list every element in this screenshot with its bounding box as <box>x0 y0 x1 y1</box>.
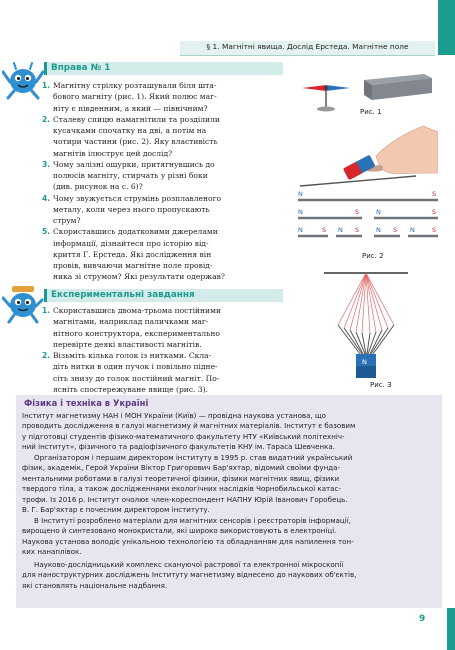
item-line: перевірте деякі властивості магнітів. <box>53 339 202 349</box>
info-line: Науково-дослідницький комплекс скануючої растрової та електронної мікроскопії <box>34 560 344 569</box>
item-line: нітного конструктора, експериментально <box>53 328 220 338</box>
figure-2-cut-spoke <box>298 118 438 253</box>
figure-2-caption: Рис. 2 <box>362 252 384 260</box>
fig3-label-n: N <box>362 358 367 366</box>
item-line: провів, вивчаючи магнітне поле провід- <box>53 261 213 270</box>
info-line: Інститут магнетизму НАН і МОН України (Київ) — провідна наукова установа, що <box>22 411 326 420</box>
fig2-label-n: N <box>298 226 303 234</box>
mascot-icon <box>2 60 44 100</box>
item-line: Чому звужується струмінь розплавленого <box>53 193 222 203</box>
page-edge-tab <box>438 0 455 55</box>
fig2-label-s: S <box>432 226 437 234</box>
exercise-1-item-4 <box>40 193 288 227</box>
info-line: ний інститут», фізичного та радіофізичного факультетів КНУ ім. Тараса Шевченка. <box>22 442 335 452</box>
fig2-label-s: S <box>322 226 327 234</box>
page-number: 9 <box>419 614 426 624</box>
fig2-label-n: N <box>376 226 381 234</box>
info-line: фізик, академік, Герой України Віктор Григорович Бар'яхтар, відомий своїми фунда- <box>22 463 341 473</box>
item-line: металу, коли через нього пропускають <box>53 204 210 214</box>
item-line: магнітів ілюструє цей дослід? <box>53 148 173 158</box>
fig2-label-n: N <box>298 208 303 216</box>
info-paragraph-1 <box>22 411 436 453</box>
info-line: у підготовці студентів фізико-математичного факультету НТУ «Київський політехніч- <box>22 431 345 441</box>
fig2-label-n: N <box>298 190 303 198</box>
exercise-2-item-1 <box>40 305 288 350</box>
item-line: Скориставшись двома-трьома постійними <box>53 306 221 315</box>
item-line: (див. рисунок на с. 6)? <box>53 182 143 192</box>
fig2-label-s: S <box>432 190 437 198</box>
item-line: діть нитки в один пучок і повільно підне- <box>53 362 218 372</box>
item-number: 1. <box>42 81 51 90</box>
info-line: Наукова установа володіє унікальною технологією та обладнанням для напилення тон- <box>22 536 354 546</box>
exercise-1-item-2 <box>40 114 288 159</box>
item-line: ясніть спостережуване явище (рис. 3). <box>53 384 209 394</box>
item-line: ніту є південним, а який — північним? <box>53 103 208 113</box>
page-edge-tab-bottom <box>447 608 455 650</box>
item-line: струм? <box>53 216 81 225</box>
fig2-label-s: S <box>355 226 360 234</box>
info-paragraph-3 <box>22 516 436 558</box>
item-line: Сталеву спицю намагнітили та розділили <box>53 114 220 124</box>
item-line: ника зі струмом? Які результати одержав? <box>53 272 225 282</box>
info-line: проводить дослідження в галузі магнетизму й магнітних матеріалів. Інститут є базовим <box>22 421 356 431</box>
item-number: 2. <box>42 351 51 360</box>
running-header-title: § 1. Магнітні явища. Дослід Ерстеда. Магнітне поле <box>206 42 409 51</box>
item-line: інформації, дізнайтеся про історію від- <box>53 238 209 248</box>
item-line: сіть знизу до голок постійний магніт. По- <box>53 373 220 383</box>
info-line: для наноструктурних досліджень Інституту магнетизму віднесено до наукових об'єктів, <box>22 570 357 580</box>
exercise-1-item-5 <box>40 226 288 282</box>
info-paragraph-2 <box>22 453 436 516</box>
info-paragraph-4 <box>22 560 436 591</box>
exercise-2-item-2 <box>40 350 288 395</box>
item-line: бового магніту (рис. 1). Який полюс маг- <box>53 92 217 102</box>
info-line: В. Г. Бар'яхтар є почесним директором інституту. <box>22 505 210 515</box>
item-number: 3. <box>42 159 51 169</box>
item-line: чотири частини (рис. 2). Яку властивість <box>53 137 218 147</box>
running-header <box>180 41 435 56</box>
item-line: Магнітну стрілку розташували біля шта- <box>53 81 217 90</box>
item-line: магнітами, наприклад паличками маг- <box>53 317 209 327</box>
info-line: вирощено й синтезовано монокристали, які широко використовують в електроніці. <box>22 526 337 536</box>
info-box-title: Фізика і техніка в Україні <box>24 398 149 408</box>
info-line: які становлять національне надбання. <box>22 580 168 590</box>
item-line: Чому залізні ошурки, притягнувшись до <box>53 159 215 169</box>
exercise-2-list <box>40 305 288 395</box>
item-number: 2. <box>42 114 51 124</box>
fig2-label-s: S <box>355 208 360 216</box>
item-number: 5. <box>42 227 51 237</box>
exercise-1-item-1 <box>40 80 288 114</box>
fig2-label-n: N <box>338 226 343 234</box>
info-line: твердого тіла, а також дослідженнями екологічних наслідків Чорнобильської катас- <box>22 484 341 494</box>
item-line: Візьміть кілька голок із нитками. Скла- <box>53 351 212 360</box>
info-line: ких нанаплівок. <box>22 547 82 557</box>
exercise-2-heading: Експериментальні завдання <box>44 289 283 302</box>
fig2-label-n: N <box>410 226 415 234</box>
info-line: В Інституті розроблено матеріали для магнітних сенсорів і реєстраторів інформації, <box>34 516 351 525</box>
item-number: 4. <box>42 193 51 203</box>
figure-1-caption: Рис. 1 <box>360 108 382 116</box>
info-line: Організатором і першим директором інституту в 1995 р. став видатний український <box>34 453 353 462</box>
info-line: ментальними роботами в галузі теоретичної фізики, фізики магнітних явищ, фізики <box>22 473 340 483</box>
item-line: криття Г. Ерстеда. Які дослідження він <box>53 249 212 259</box>
mascot-experiment-icon <box>2 284 44 324</box>
fig2-label-n: N <box>376 208 381 216</box>
item-line: Скориставшись додатковими джерелами <box>53 227 218 237</box>
figure-3-caption: Рис. 3 <box>370 381 392 389</box>
item-line: полюсів магніту, стирчать у різні боки <box>53 171 208 180</box>
exercise-1-heading: Вправа № 1 <box>44 62 283 75</box>
info-line: трофи. Із 2016 р. Інститут очолює член-кореспондент НАПНУ Юрій Іванович Горобець. <box>22 494 348 504</box>
item-number: 1. <box>42 306 51 315</box>
exercise-1-item-3 <box>40 159 288 193</box>
fig2-label-s: S <box>393 226 398 234</box>
fig2-label-s: S <box>432 208 437 216</box>
item-line: кусачками спочатку на дві, а потім на <box>53 126 207 135</box>
figure-1-magnet-and-needle <box>296 64 436 114</box>
exercise-1-list <box>40 80 288 283</box>
